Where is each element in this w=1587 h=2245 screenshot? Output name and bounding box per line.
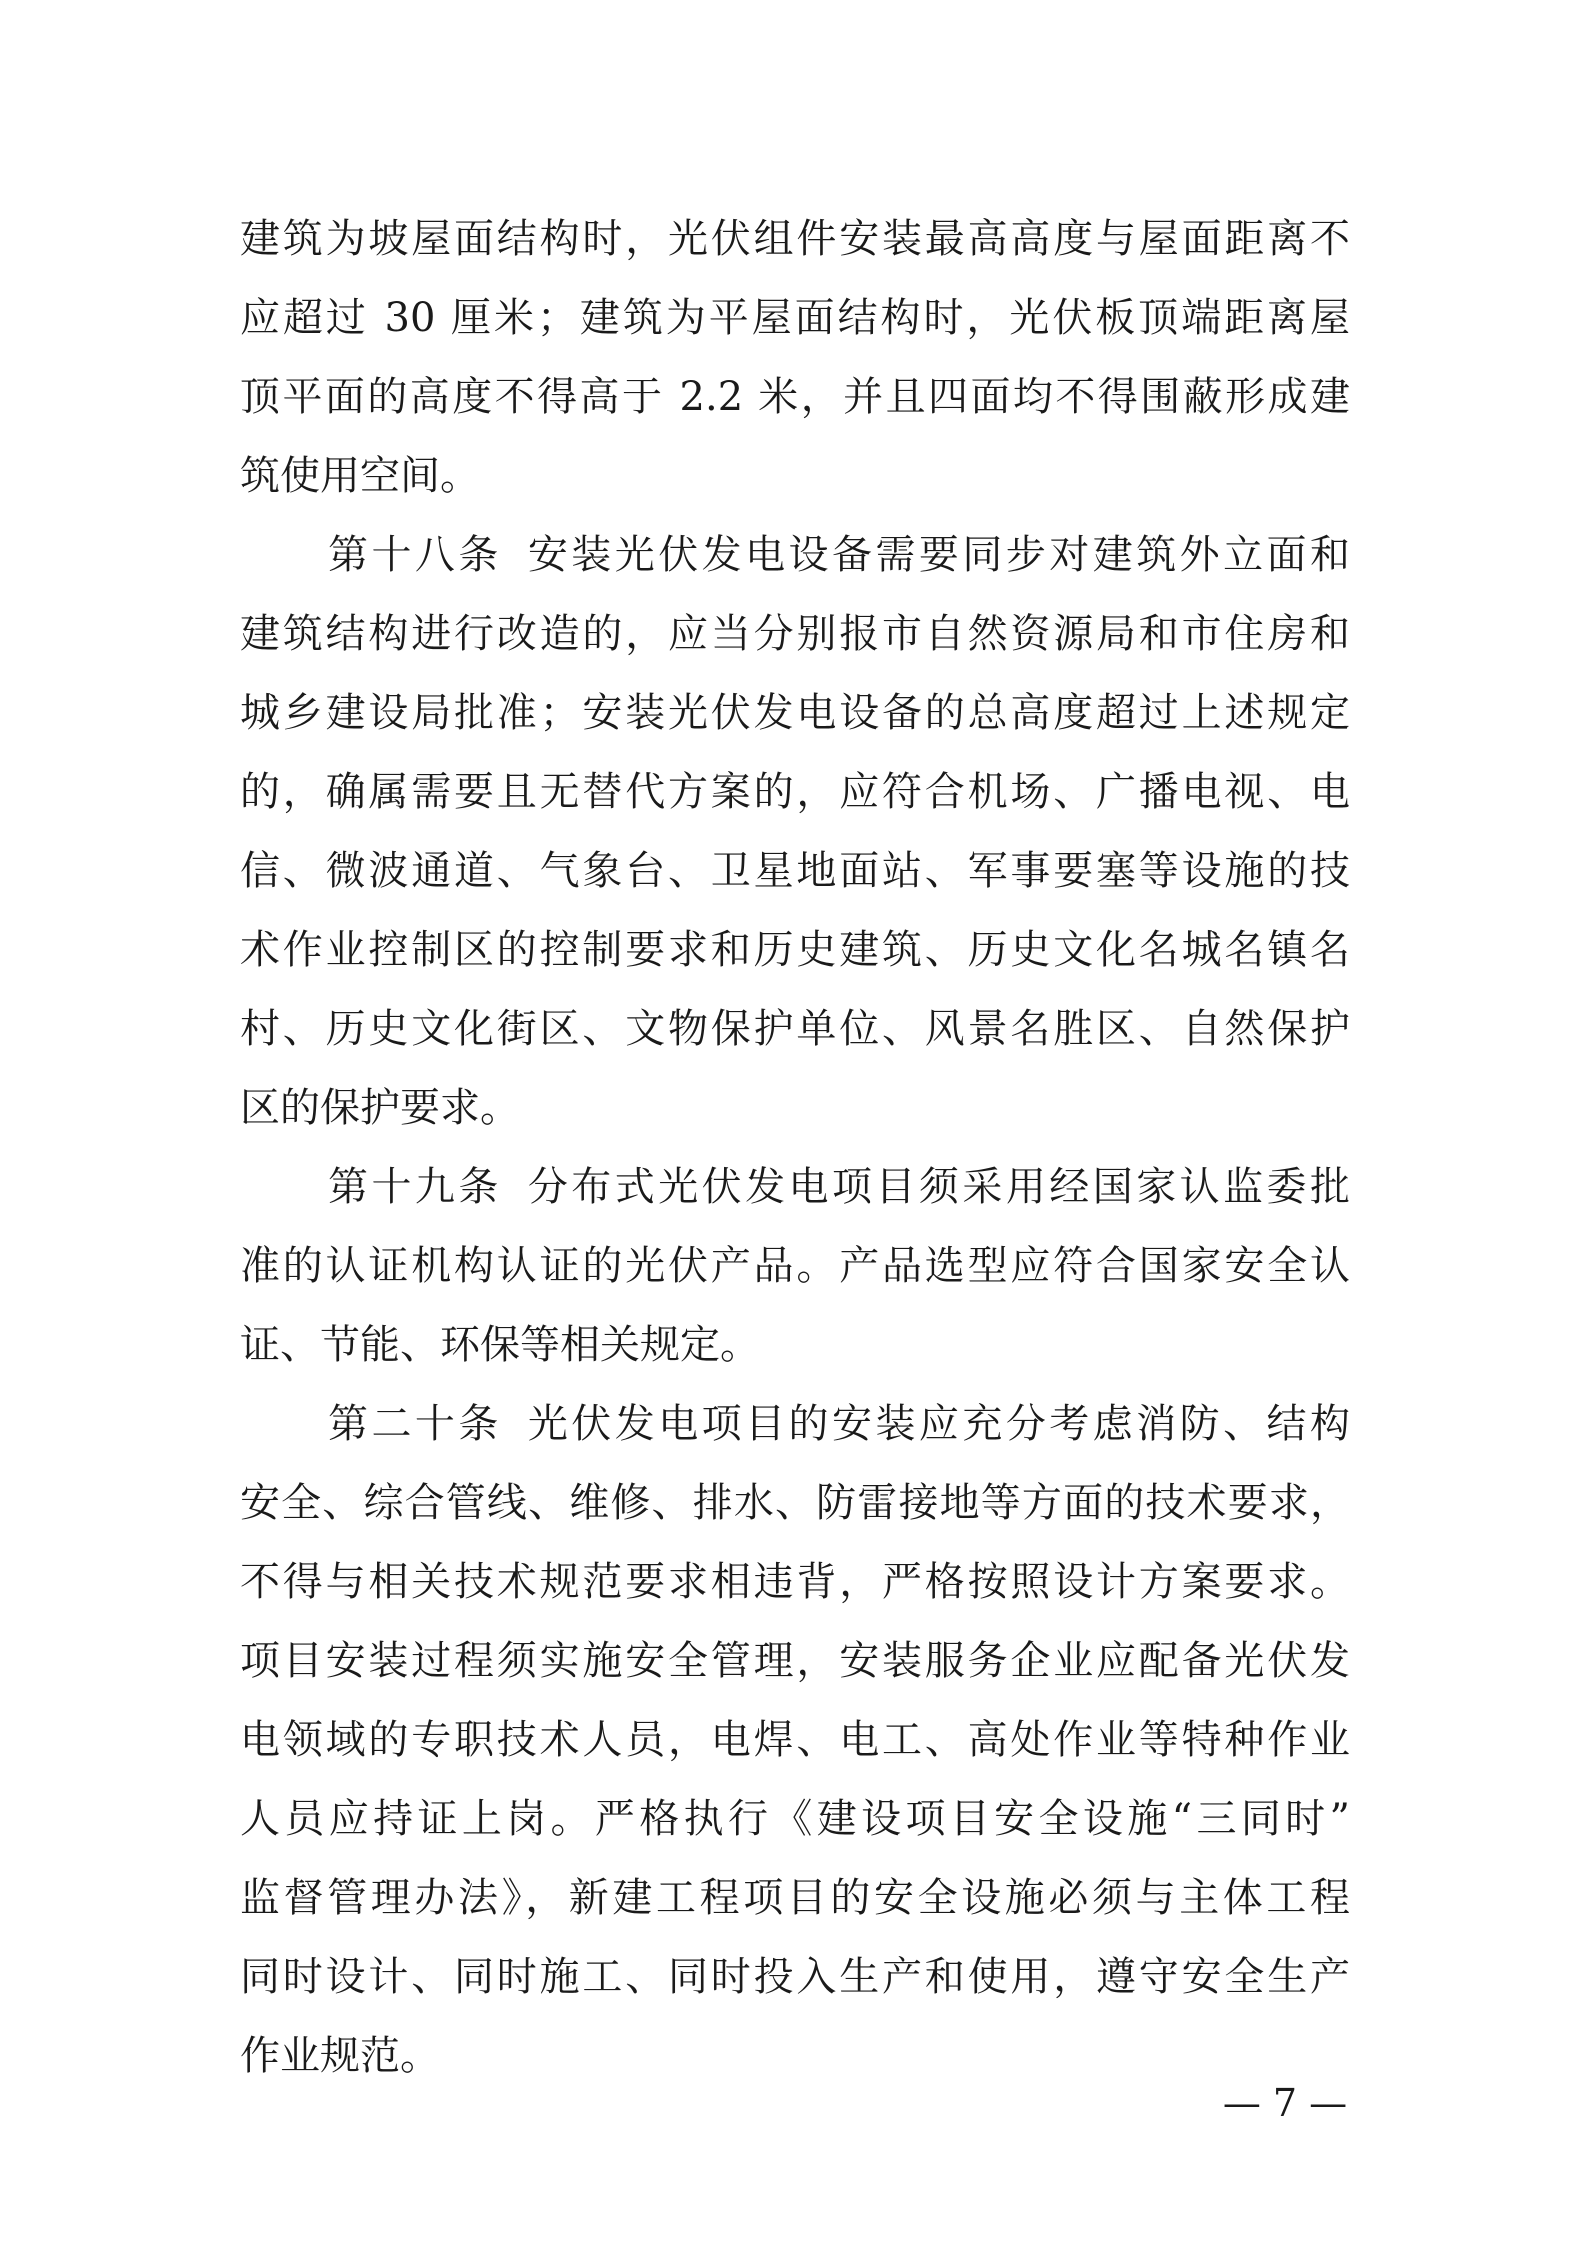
text-line: 电领域的专职技术人员，电焊、电工、高处作业等特种作业 — [240, 1717, 1350, 1763]
text-line: 监督管理办法》，新建工程项目的安全设施必须与主体工程 — [240, 1875, 1350, 1921]
article-19-heading: 第十九条 — [328, 1164, 502, 1210]
article-20-first-line — [240, 1385, 1350, 1464]
text-line: 建筑为坡屋面结构时，光伏组件安装最高高度与屋面距离不 — [240, 216, 1350, 262]
text-line: 应超过 30 厘米；建筑为平屋面结构时，光伏板顶端距离屋 — [240, 295, 1350, 341]
article-20-first-line-rest: 光伏发电项目的安装应充分考虑消防、结构 — [527, 1401, 1351, 1447]
page-number: — 7 — — [1222, 2081, 1348, 2125]
text-line: 筑使用空间。 — [240, 453, 480, 499]
text-line: 人员应持证上岗。严格执行《建设项目安全设施“三同时” — [240, 1796, 1350, 1842]
text-line: 准的认证机构认证的光伏产品。产品选型应符合国家安全认 — [240, 1243, 1350, 1289]
text-line: 村、历史文化街区、文物保护单位、风景名胜区、自然保护 — [240, 1006, 1350, 1052]
text-line: 项目安装过程须实施安全管理，安装服务企业应配备光伏发 — [240, 1638, 1350, 1684]
article-18-first-line — [240, 516, 1350, 595]
article-19-first-line — [240, 1148, 1350, 1227]
article-20-heading: 第二十条 — [328, 1401, 502, 1447]
text-line: 城乡建设局批准；安装光伏发电设备的总高度超过上述规定 — [240, 690, 1350, 736]
article-18-heading: 第十八条 — [328, 532, 502, 578]
text-line: 信、微波通道、气象台、卫星地面站、军事要塞等设施的技 — [240, 848, 1350, 894]
text-line: 作业规范。 — [240, 2033, 440, 2079]
text-line: 建筑结构进行改造的，应当分别报市自然资源局和市住房和 — [240, 611, 1350, 657]
text-line: 证、节能、环保等相关规定。 — [240, 1322, 760, 1368]
text-line: 的，确属需要且无替代方案的，应符合机场、广播电视、电 — [240, 769, 1350, 815]
text-line: 同时设计、同时施工、同时投入生产和使用，遵守安全生产 — [240, 1954, 1350, 2000]
text-line: 顶平面的高度不得高于 2.2 米，并且四面均不得围蔽形成建 — [240, 374, 1350, 420]
article-18-first-line-rest: 安装光伏发电设备需要同步对建筑外立面和 — [527, 532, 1351, 578]
body-text — [240, 200, 1350, 2096]
text-line: 不得与相关技术规范要求相违背，严格按照设计方案要求。 — [240, 1559, 1350, 1605]
text-line: 术作业控制区的控制要求和历史建筑、历史文化名城名镇名 — [240, 927, 1350, 973]
article-19-first-line-rest: 分布式光伏发电项目须采用经国家认监委批 — [527, 1164, 1351, 1210]
text-line: 安全、综合管线、维修、排水、防雷接地等方面的技术要求， — [240, 1480, 1350, 1526]
text-line: 区的保护要求。 — [240, 1085, 520, 1131]
